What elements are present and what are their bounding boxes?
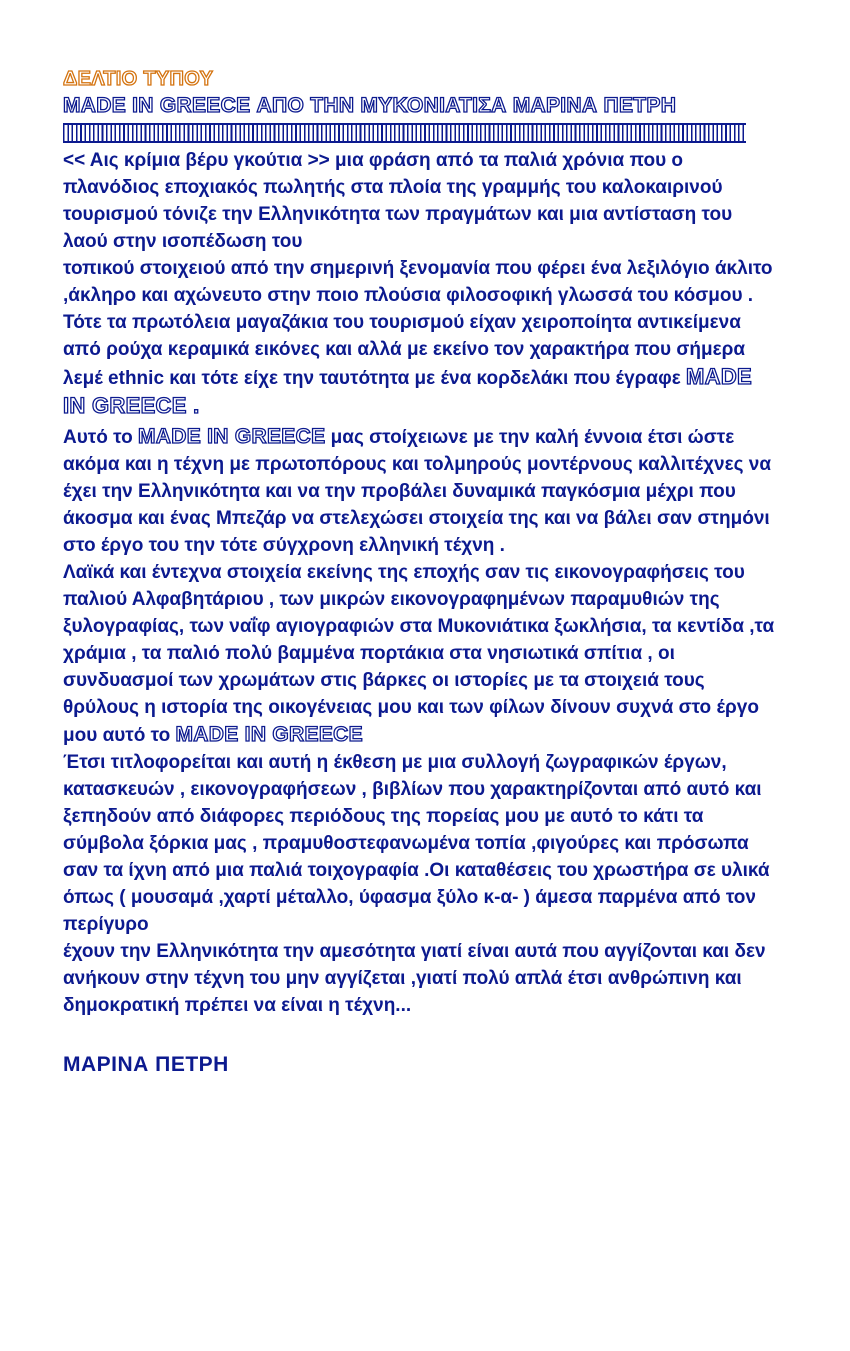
paragraph-3-rest: μας στοίχειωνε με την καλή έννοια έτσι ώστε ακόμα και η τέχνη με πρωτοπόρους και τολμηρούς μοντέρνους καλλιτέχνες να έχει την Ελληνικότητα και να την προβάλει δυναμικά παγκόσμια μέχρι που άκοσμα και ένας Μπεζάρ να στελεχώσει στοιχεία της και να βάλει σαν στημόνι στο έργο του την τότε σύγχρονη ελληνική τέχνη . [63, 427, 772, 556]
paragraph-3 [63, 423, 775, 559]
press-release-document [63, 66, 775, 1078]
headline: MADE IN GREECE ΑΠΟ ΤΗΝ ΜΥΚΟΝΙΑΤΙΣΑ ΜΑΡΙΝΑ ΠΕΤΡΗ [63, 94, 677, 117]
paragraph-2-text: τοπικού στοιχειού από την σημερινή ξενομανία που φέρει ένα λεξιλόγιο άκλιτο ,άκληρο και αχώνευτο στην ποιο πλούσια φιλοσοφική γλωσσά του κόσμου . Τότε τα πρωτόλεια μαγαζάκια του τουρισμού είχαν χειροποίητα αντικείμενα από ρούχα κεραμικά εικόνες και αλλά με εκείνο τον χαρακτήρα που σήμερα λεμέ ethnic και τότε είχε την ταυτότητα με ένα κορδελάκι που έγραφε [63, 258, 773, 389]
decorative-divider [63, 123, 746, 143]
paragraph-6: έχουν την Ελληνικότητα την αμεσότητα γιατί είναι αυτά που αγγίζονται και δεν ανήκουν στην τέχνη του μην αγγίζεται ,γιατί πολύ απλά έτσι ανθρώπινη και δημοκρατική πρέπει να είναι η τέχνη... [63, 941, 766, 1016]
signature: ΜΑΡΙΝΑ ΠΕΤΡΗ [63, 1053, 229, 1076]
paragraph-2 [63, 255, 775, 421]
made-in-greece-mark-3: MADE IN GREECE [175, 723, 363, 746]
paragraph-4-text: Λαϊκά και έντεχνα στοιχεία εκείνης της εποχής σαν τις εικονογραφήσεις του παλιού Αλφαβητάριου , των μικρών εικονογραφημένων παραμυθιών της ξυλογραφίας, των ναΐφ αγιογραφιών στα Μυκονιάτικα ξωκλήσια, τα κεντίδα ,τα χράμια , τα παλιό πολύ βαμμένα πορτάκια στα νησιωτικά σπίτια , οι συνδυασμοί των χρωμάτων στις βάρκες οι ιστορίες με τα στοιχειά τους θρύλους η ιστορία της οικογένειας μου και των φίλων δίνουν συχνά στο έργο μου αυτό το [63, 562, 775, 746]
paragraph-5: Έτσι τιτλοφορείται και αυτή η έκθεση με μια συλλογή ζωγραφικών έργων, κατασκευών , εικονογραφήσεων , βιβλίων που χαρακτηρίζονται από αυτό και ξεπηδούν από διάφορες περιόδους της πορείας μου με αυτό το κάτι τα σύμβολα ξόρκια μας , πραμυθοστεφανωμένα τοπία ,φιγούρες και πρόσωπα σαν τα ίχνη από μια παλιά τοιχογραφία .Οι καταθέσεις του χρωστήρα σε υλικά όπως ( μουσαμά ,χαρτί μέταλλο, ύφασμα ξύλο κ-α- ) άμεσα παρμένα από τον περίγυρο [63, 752, 770, 935]
made-in-greece-mark-1: MADE IN GREECE . [63, 364, 752, 418]
paragraph-1: << Αις κρίμια βέρυ γκούτια >> μια φράση από τα παλιά χρόνια που ο πλανόδιος εποχιακός πωλητής στα πλοία της γραμμής του καλοκαιρινού τουρισμού τόνιζε την Ελληνικότητα των πραγμάτων και μια αντίσταση του λαού στην ισοπέδωση του [63, 150, 733, 252]
paragraph-4 [63, 559, 775, 749]
made-in-greece-mark-2: MADE IN GREECE [137, 425, 326, 448]
paragraph-3-start: Αυτό το [63, 427, 138, 448]
press-release-label: ΔΕΛΤΙΟ ΤΥΠΟΥ [63, 68, 214, 90]
